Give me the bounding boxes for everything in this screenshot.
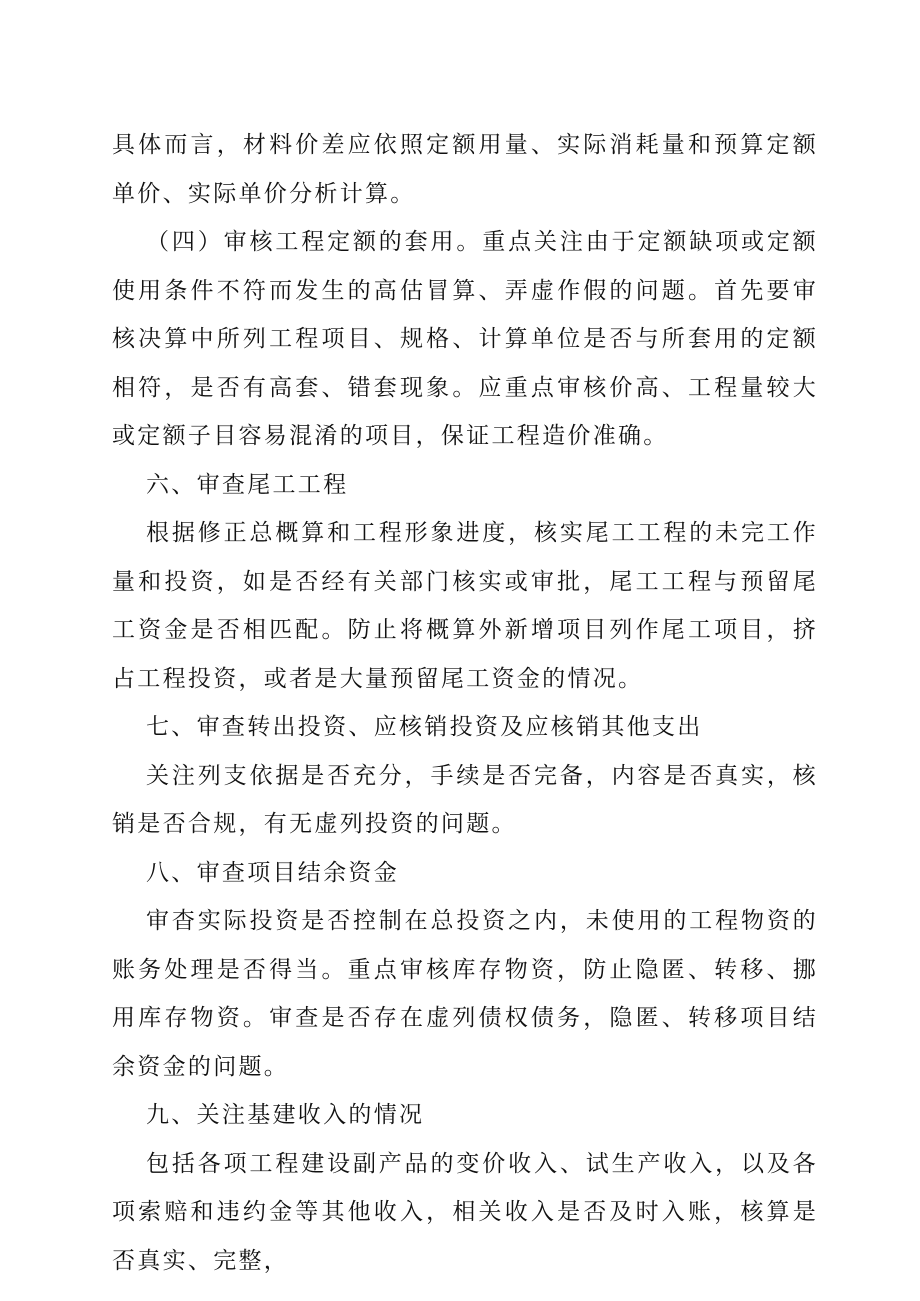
heading-surplus-funds: 八、审查项目结余资金 [146, 859, 399, 886]
paragraph-surplus-funds: 审杳实际投资是否控制在总投资之内，未使用的工程物资的账务处理是否得当。重点审核库存物资，防止隐匿、转移、挪用库存物资。审查是否存在虚列债权债务，隐匿、转移项目结余资金的问题。 [112, 908, 818, 1080]
paragraph-quota-review: （四）审核工程定额的套用。重点关注由于定额缺项或定额使用条件不符而发生的高估冒算、弄虚作假的问题。首先要审核决算中所列工程项目、规格、计算单位是否与所套用的定额相符，是否有高套、错套现象。应重点审核价高、工程量较大或定额子目容易混淆的项目，保证工程造价准确。 [112, 229, 818, 449]
paragraph-tail-works: 根据修正总概算和工程形象进度，核实尾工工程的未完工作量和投资，如是否经有关部门核实或审批，尾工工程与预留尾工资金是否相匹配。防止将概算外新增项目列作尾工项目，挤占工程投资，或者是大量预留尾工资金的情况。 [112, 520, 818, 692]
heading-transferred-investment: 七、审查转出投资、应核销投资及应核销其他支出 [146, 714, 703, 740]
heading-tail-works: 六、审查尾工工程 [146, 471, 349, 498]
paragraph-material-price: 具体而言，材料价差应依照定额用量、实际消耗量和预算定额单价、实际单价分析计算。 [112, 132, 818, 207]
paragraph-transferred-investment: 关注列支依据是否充分，手续是否完备，内容是否真实，核销是否合规，有无虚列投资的问题。 [112, 762, 818, 837]
paragraph-construction-income: 包括各项工程建设副产品的变价收入、试生产收入，以及各项索赔和违约金等其他收入，相关收入是否及时入账，核算是否真实、完整， [112, 1150, 818, 1274]
heading-construction-income: 九、关注基建收入的情况 [146, 1102, 425, 1128]
document-page [112, 121, 818, 1285]
